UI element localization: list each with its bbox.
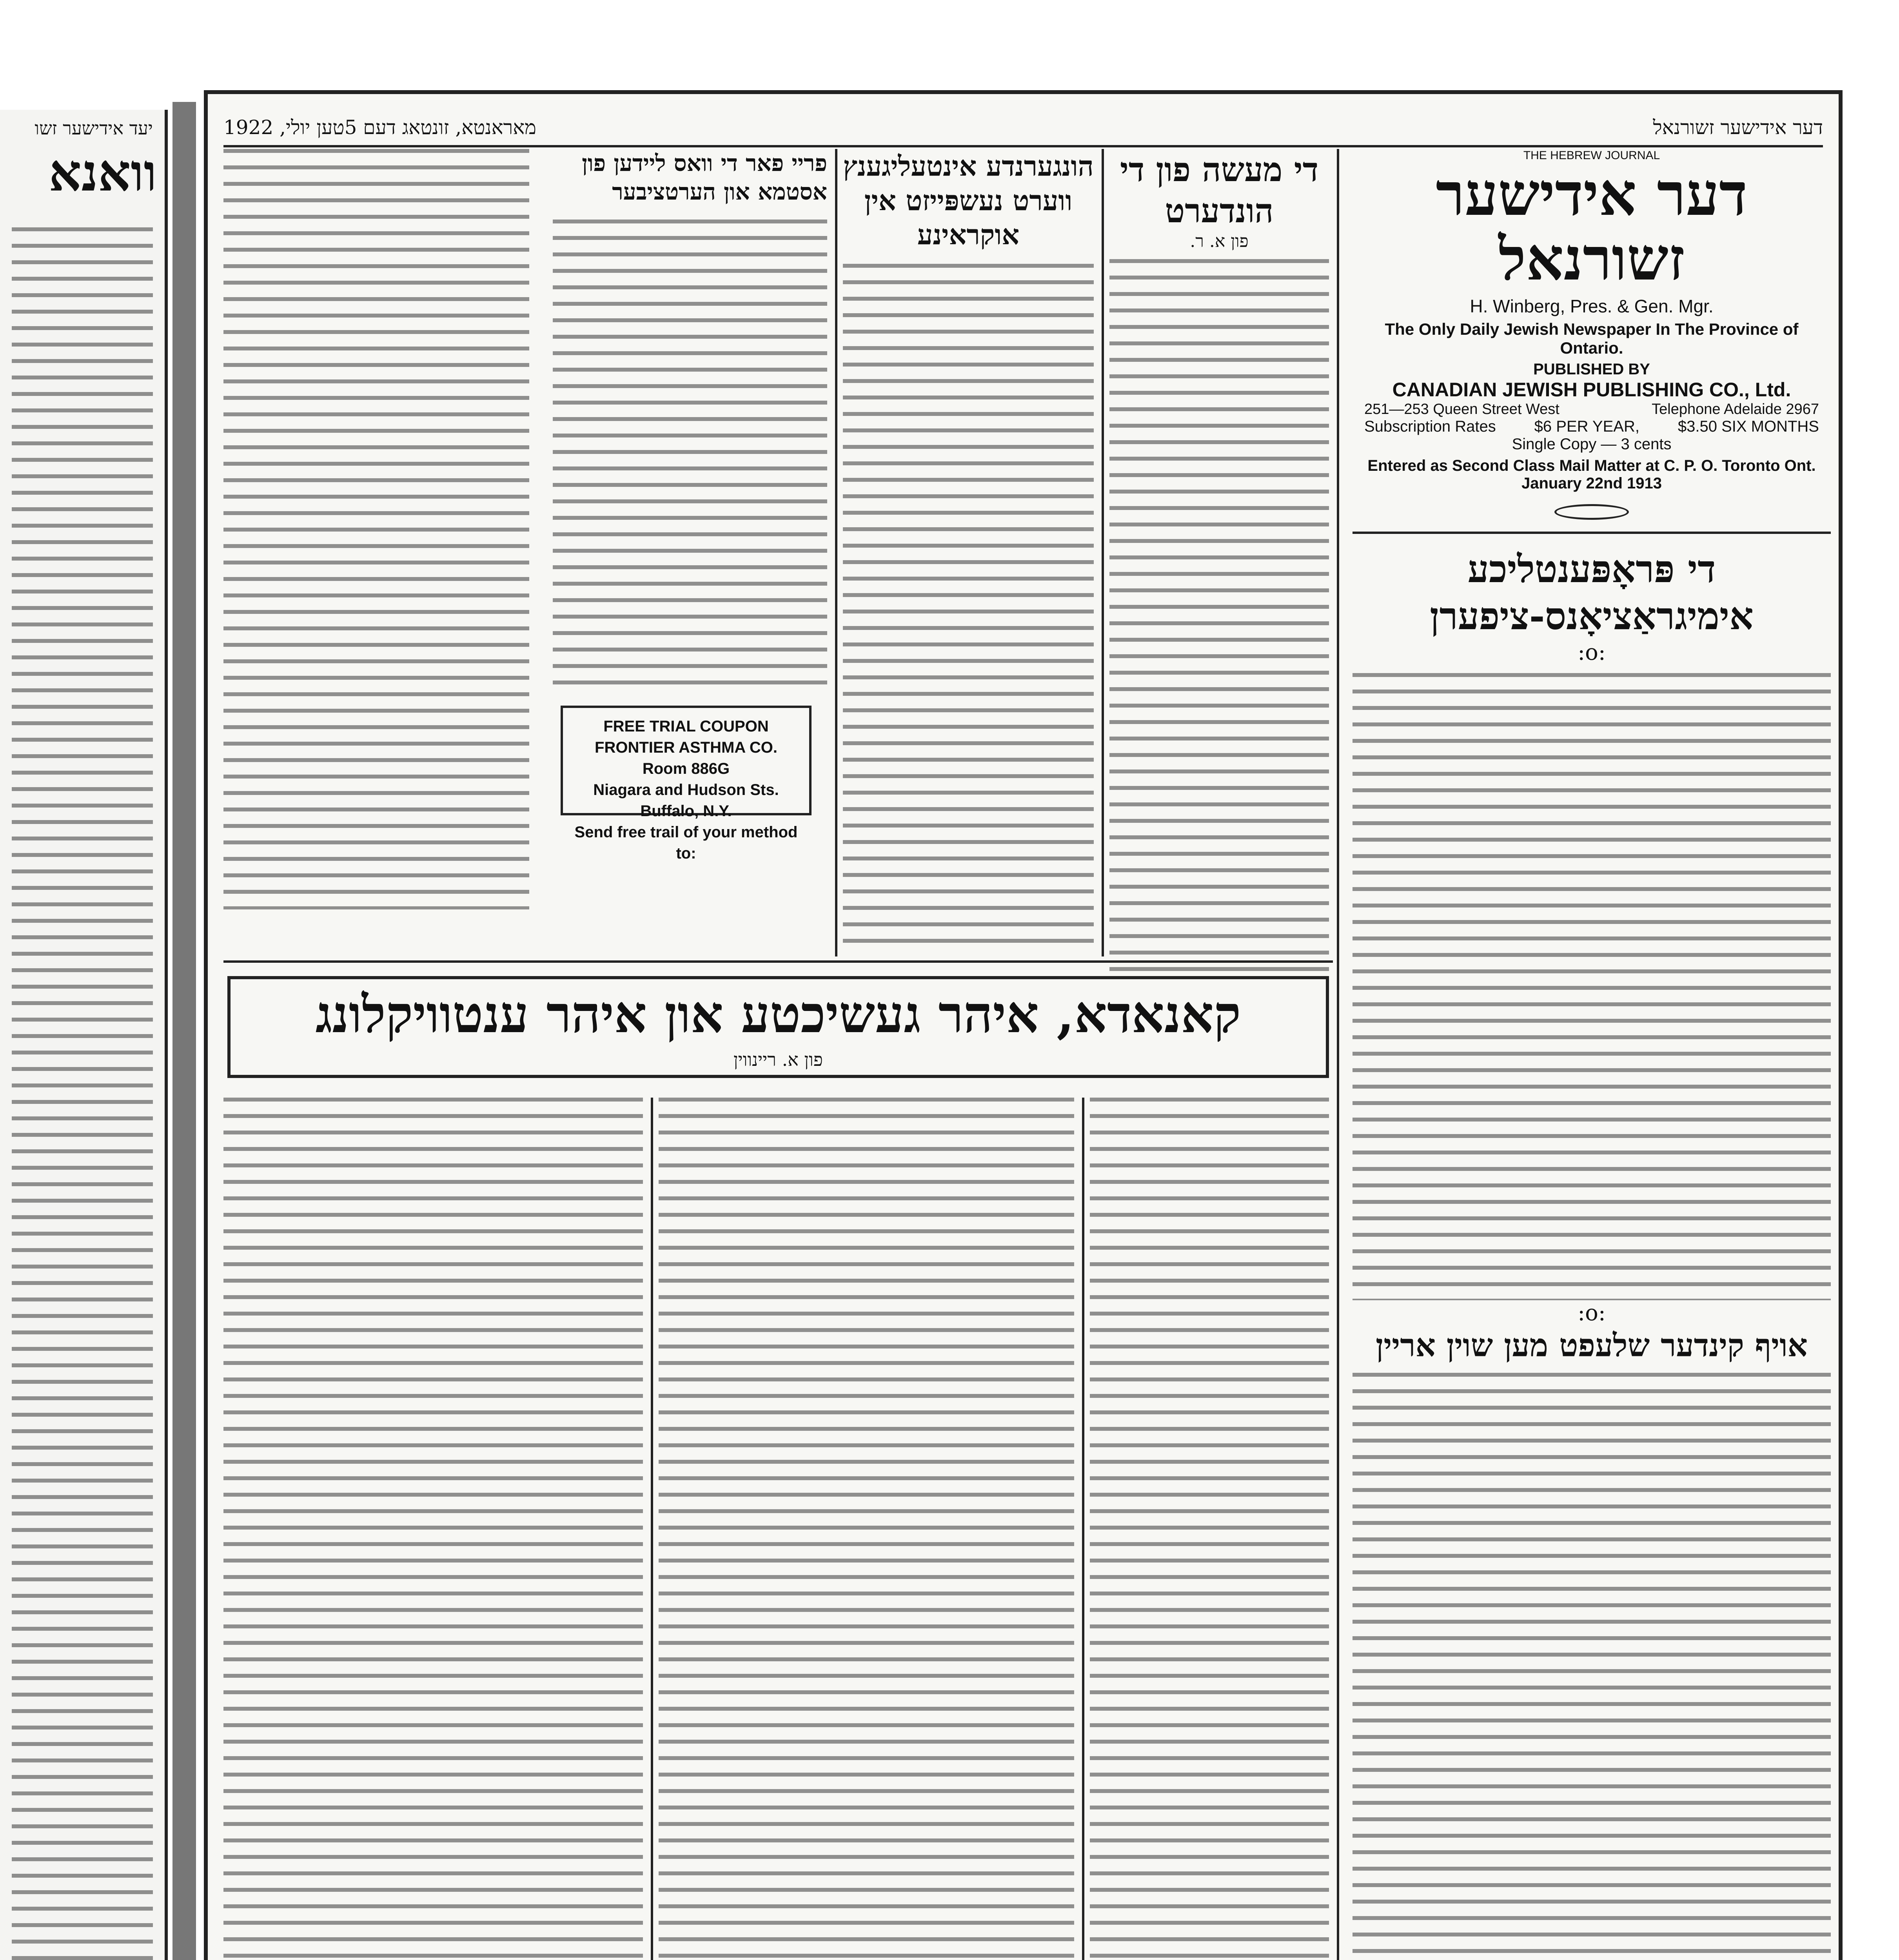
adjacent-text-block [12,227,153,1960]
masthead-tagline: The Only Daily Jewish Newspaper In The Province of Ontario. [1385,320,1799,357]
canada-article-column-2 [659,1098,1074,1960]
masthead-contact-row [1353,401,1831,418]
headline-hundred-story: די מעשה פון די הונדערט [1120,150,1319,230]
canada-article-column-1 [1090,1098,1329,1960]
masthead-address: 251—253 Queen Street West [1364,401,1560,417]
adjacent-headline: וואנא [49,143,157,203]
running-head-title: דער אידישער זשורנאל [1653,116,1823,139]
masthead-english-name: THE HEBREW JOURNAL [1523,149,1660,162]
masthead-publisher: H. Winberg, Pres. & Gen. Mgr. [1470,296,1714,316]
horizontal-rule [223,960,1333,963]
story-column [1109,149,1329,973]
headline-children-sleep: אויף קינדער שלעפט מען שוין אריין [1375,1327,1808,1364]
masthead-rates-row [1353,418,1831,436]
article-text [1353,1373,1831,1960]
headline-hungarian-intel: הונגערנדע אינטעליגענץ ווערט נעשפּייזט אין אוקראינע [843,150,1094,251]
separator: :o: [1578,640,1606,665]
coupon-line1: FRONTIER ASTHMA CO. Room 886G [595,739,777,777]
newspaper-page [204,90,1843,1960]
masthead-entered: Entered as Second Class Mail Matter at C. P. O. Toronto Ont. [1367,457,1816,474]
masthead-entered-date: January 22nd 1913 [1521,475,1662,492]
page-edge [172,102,196,1960]
column-rule [1102,149,1104,956]
article-text [223,149,529,909]
column-rule [1082,1098,1084,1960]
column-rule [835,149,837,956]
coupon-title: FREE TRIAL COUPON [603,718,769,735]
masthead-rates-label: Subscription Rates [1364,418,1496,435]
headline-canada: קאנאדא, איהר געשיכטע און איהר ענטוויקלונג [315,984,1241,1044]
adjacent-page-fragment [0,110,168,1960]
masthead-hebrew-name: דער אידישער זשורנאל [1436,160,1748,294]
running-head-date: מאראנטא, זונטאג דעם 5טען יולי, 1922 [223,116,536,139]
coupon-line2: Niagara and Hudson Sts. Buffalo, N.Y. [593,781,779,820]
ad-text [553,220,827,690]
adjacent-running-head: יעד אידישער זשו [34,118,153,139]
article-text [843,264,1094,946]
column-rule [1337,956,1339,1960]
byline-hundred: פון א. ר. [1190,231,1249,251]
masthead-column [1353,149,1831,1960]
separator: :o: [1578,1300,1606,1326]
headline-canada-box [227,976,1329,1078]
masthead-single-copy: Single Copy — 3 cents [1512,436,1672,453]
masthead-company: CANADIAN JEWISH PUBLISHING CO., Ltd. [1392,379,1791,401]
masthead-published-by: PUBLISHED BY [1533,361,1650,378]
headline-asthma: פריי פאר די וואס ליידען פון אסטמא און הערטציבער [582,150,827,205]
column-rule [1337,149,1339,956]
masthead-per-year: $6 PER YEAR, [1534,418,1639,435]
canada-article-column-3 [223,1098,643,1960]
headline-immigration-problem: די פּראָפּענטליכע אימיגראַציאָנס-ציפערן [1430,547,1754,638]
byline-canada: פון א. ריינווין [733,1049,823,1070]
column-rule [651,1098,653,1960]
union-label-icon [1554,504,1629,520]
masthead-six-months: $3.50 SIX MONTHS [1678,418,1819,435]
masthead-telephone: Telephone Adelaide 2967 [1652,401,1819,417]
free-trial-coupon [561,706,812,862]
coupon-line3: Send free trail of your method to: [574,824,798,862]
advertisement-column [223,149,827,862]
article-text [1109,259,1329,973]
article-text [1353,673,1831,1300]
intelligentsia-column [843,149,1094,946]
running-head [223,110,1823,147]
masthead-rule [1353,532,1831,534]
